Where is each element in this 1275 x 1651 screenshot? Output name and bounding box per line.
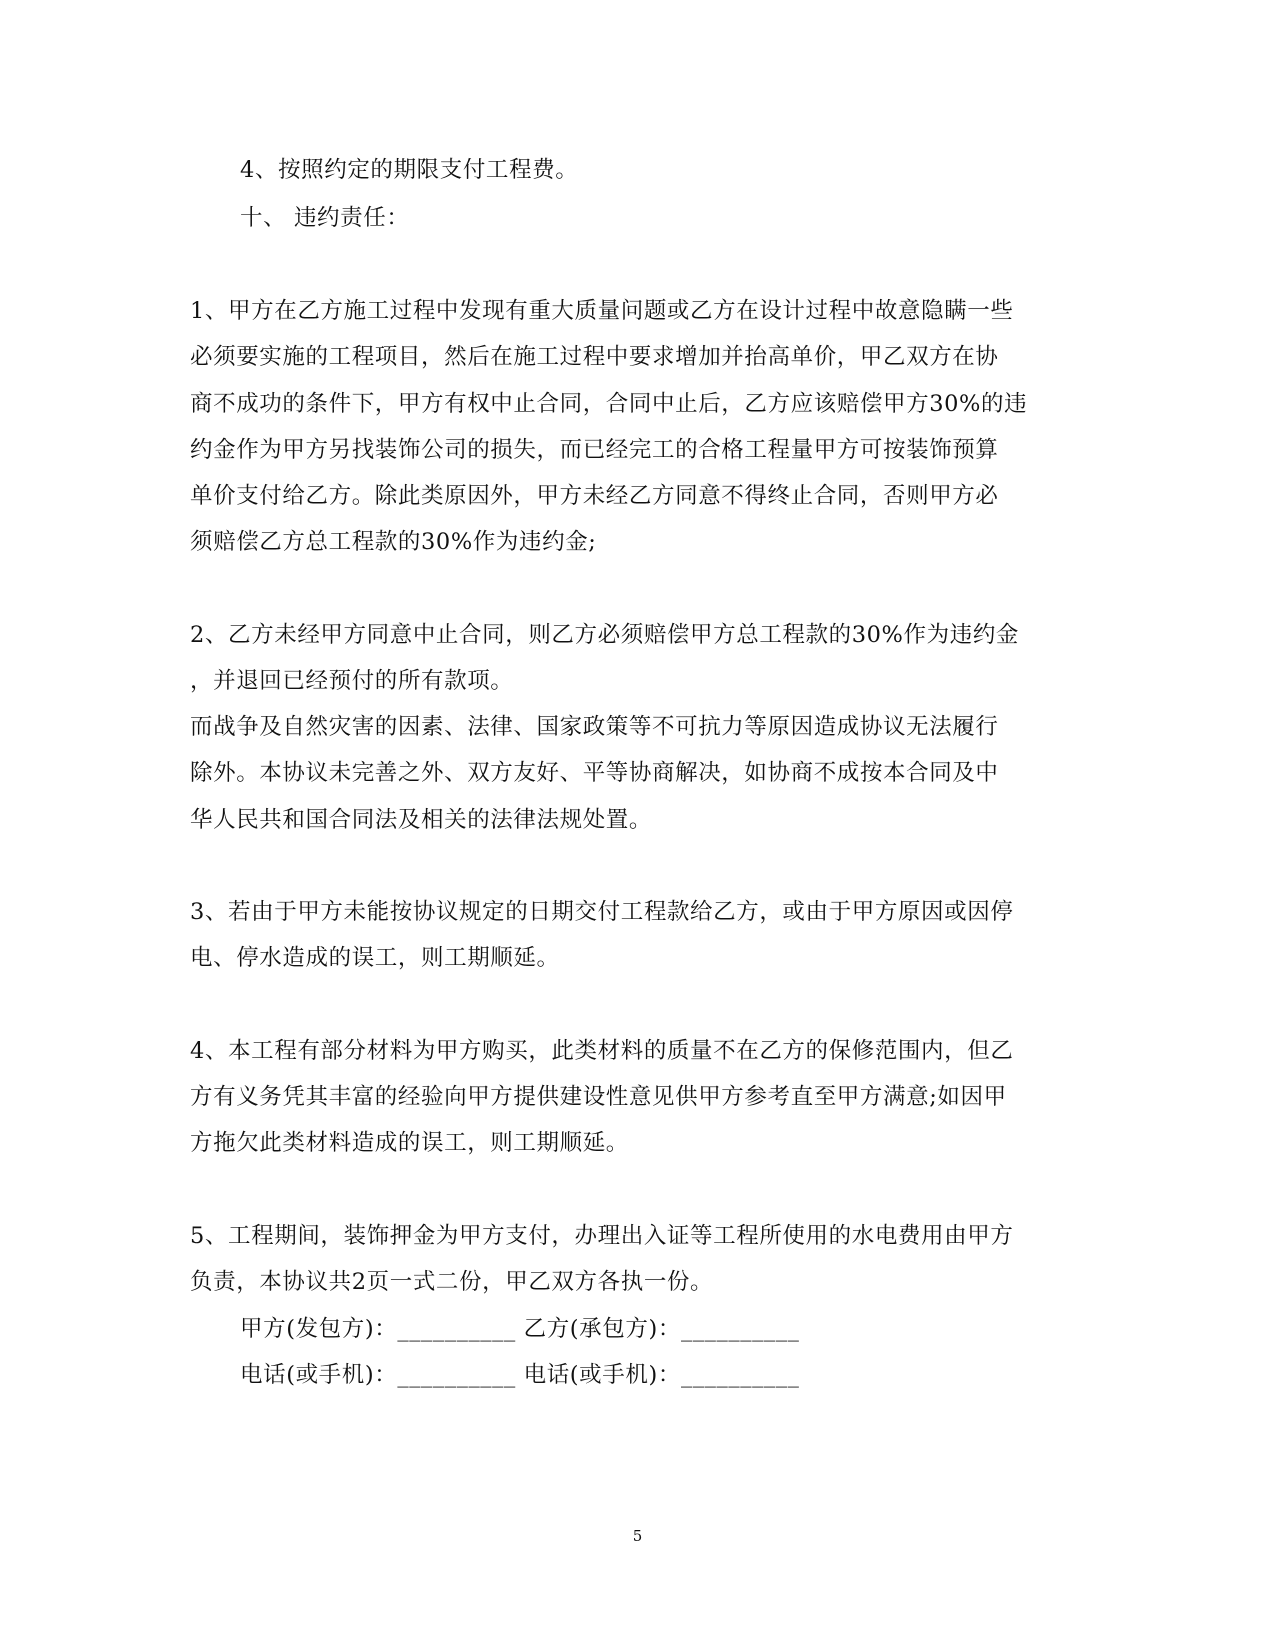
clause-2-line: 2、乙方未经甲方同意中止合同，则乙方必须赔偿甲方总工程款的30%作为违约金 [190, 622, 1020, 648]
clause-4-line: 4、本工程有部分材料为甲方购买，此类材料的质量不在乙方的保修范围内，但乙 [190, 1038, 1014, 1064]
signature-phone-line: 电话(或手机)：__________ 电话(或手机)：__________ [240, 1362, 800, 1388]
clause-2-line: ，并退回已经预付的所有款项。 [190, 668, 514, 694]
clause-5-line: 5、工程期间，装饰押金为甲方支付，办理出入证等工程所使用的水电费用由甲方 [190, 1223, 1014, 1249]
clause-1-line: 约金作为甲方另找装饰公司的损失，而已经完工的合格工程量甲方可按装饰预算 [190, 437, 999, 463]
clause-4-line: 方拖欠此类材料造成的误工，则工期顺延。 [190, 1130, 629, 1156]
clause-1-line: 商不成功的条件下，甲方有权中止合同，合同中止后，乙方应该赔偿甲方30%的违 [190, 391, 1028, 417]
section-ten-heading: 十、 违约责任： [240, 205, 410, 231]
clause-1-line: 必须要实施的工程项目，然后在施工过程中要求增加并抬高单价，甲乙双方在协 [190, 344, 999, 370]
clause-2-line: 华人民共和国合同法及相关的法律法规处置。 [190, 807, 653, 833]
page-number: 5 [632, 1527, 643, 1545]
clause-1-line: 单价支付给乙方。除此类原因外，甲方未经乙方同意不得终止合同，否则甲方必 [190, 483, 999, 509]
clause-1-line: 1、甲方在乙方施工过程中发现有重大质量问题或乙方在设计过程中故意隐瞒一些 [190, 298, 1014, 324]
clause-3-line: 3、若由于甲方未能按协议规定的日期交付工程款给乙方，或由于甲方原因或因停 [190, 899, 1014, 925]
item-4-payment: 4、按照约定的期限支付工程费。 [240, 157, 579, 183]
clause-1-line: 须赔偿乙方总工程款的30%作为违约金; [190, 529, 597, 555]
clause-3-line: 电、停水造成的误工，则工期顺延。 [190, 945, 560, 971]
clause-5-line: 负责，本协议共2页一式二份，甲乙双方各执一份。 [190, 1269, 714, 1295]
signature-party-line: 甲方(发包方)：__________ 乙方(承包方)：__________ [240, 1316, 800, 1342]
clause-2-line: 除外。本协议未完善之外、双方友好、平等协商解决，如协商不成按本合同及中 [190, 760, 999, 786]
clause-2-line: 而战争及自然灾害的因素、法律、国家政策等不可抗力等原因造成协议无法履行 [190, 714, 999, 740]
clause-4-line: 方有义务凭其丰富的经验向甲方提供建设性意见供甲方参考直至甲方满意;如因甲 [190, 1084, 1007, 1110]
